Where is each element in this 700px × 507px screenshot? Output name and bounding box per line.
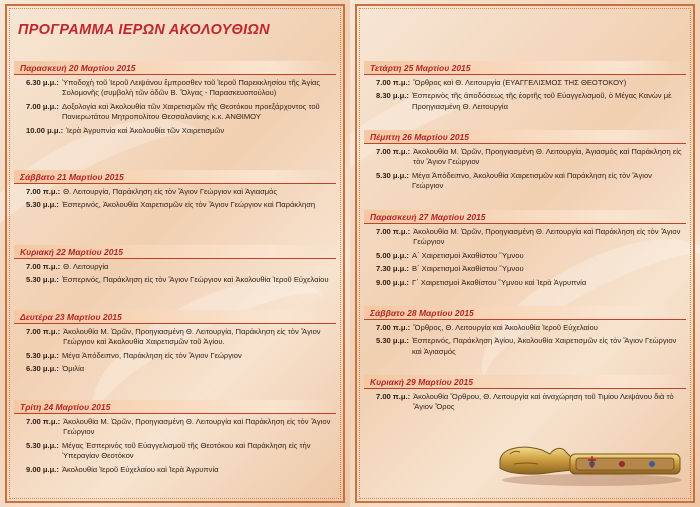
- service-description: Ἀκολουθία Ἱεροῦ Εὐχελαίου καὶ Ἱερὰ Ἀγρυπνία: [61, 464, 219, 474]
- service-entry: [350, 392, 700, 413]
- service-description: Ἑσπερινός, Παράκληση Ἁγίου, Ἀκολουθία Χαιρετισμῶν εἰς τὸν Ἅγιον Γεώργιον καὶ Ἁγιασμός: [411, 336, 677, 356]
- service-entry: [0, 200, 350, 210]
- day-section: [0, 310, 350, 375]
- service-time: 7.00 π.μ.:: [376, 323, 411, 332]
- service-description: Ἱερὰ Ἀγρυπνία καὶ Ἀκολουθία τῶν Χαιρετισμῶν: [66, 125, 225, 135]
- service-description: Θ. Λειτουργία: [63, 262, 109, 271]
- right-page: [350, 0, 700, 507]
- service-description: Ἀκολουθία Μ. Ὡρῶν, Προηγιασμένη Θ. Λειτουργία καὶ Παράκληση εἰς τὸν Ἅγιον Γεώργιον: [413, 227, 681, 247]
- day-section: [350, 130, 700, 192]
- relic-reliquary-image: [492, 430, 686, 488]
- service-entry: [0, 275, 350, 285]
- day-header: Δευτέρα 23 Μαρτίου 2015: [14, 310, 336, 324]
- service-time: 8.30 μ.μ.:: [376, 91, 409, 101]
- service-time: 7.00 π.μ.:: [376, 147, 411, 156]
- service-entry: [350, 171, 700, 192]
- service-description: Ὑποδοχὴ τοῦ Ἱεροῦ Λειψάνου ἔμπροσθεν τοῦ Ἱεροῦ Παρεκκλησίου τῆς Ἁγίας Σολομονῆς (συμβολὴ τῶν ὁδῶν Β. Ὄλγας - Παρασκευοπούλου): [61, 78, 321, 98]
- service-entry: [0, 441, 350, 462]
- service-time: 9.00 μ.μ.:: [376, 277, 409, 287]
- service-description: Ὄρθρος, Θ. Λειτουργία καὶ Ἀκολουθία Ἱεροῦ Εὐχελαίου: [413, 323, 598, 332]
- service-entry: [350, 78, 700, 88]
- service-description: Μέγας Ἑσπερινὸς τοῦ Εὐαγγελισμοῦ τῆς Θεοτόκου καὶ Παράκληση εἰς τὴν Ὑπεραγίαν Θεοτόκον: [61, 440, 311, 461]
- service-entry: [0, 102, 350, 123]
- day-section: [0, 170, 350, 211]
- day-header: Παρασκευή 20 Μαρτίου 2015: [14, 61, 336, 75]
- service-time: 7.00 π.μ.:: [376, 78, 411, 87]
- service-description: Ὁμιλία: [61, 364, 85, 374]
- service-description: Ὄρθρος καὶ Θ. Λειτουργία (ΕΥΑΓΓΕΛΙΣΜΟΣ ΤΗΣ ΘΕΟΤΟΚΟΥ): [413, 78, 627, 87]
- service-time: 5.30 μ.μ.:: [26, 275, 59, 285]
- service-description: Θ. Λειτουργία, Παράκληση εἰς τὸν Ἅγιον Γεώργιον καὶ Ἁγιασμός: [63, 187, 278, 196]
- day-section: [350, 306, 700, 357]
- service-entry: [350, 336, 700, 357]
- service-time: 6.30 μ.μ.:: [26, 78, 59, 87]
- service-entry: [350, 227, 700, 248]
- service-time: 5.30 μ.μ.:: [26, 350, 59, 360]
- service-description: Μέγα Ἀπόδειπνο, Ἀκολουθία Χαιρετισμῶν καὶ Παράκληση εἰς τὸν Ἅγιον Γεώργιον: [411, 170, 652, 191]
- service-entry: [0, 78, 350, 99]
- service-description: Ἑσπερινός, Ἀκολουθία Χαιρετισμῶν εἰς τὸν Ἅγιον Γεώργιον καὶ Παράκληση: [61, 200, 316, 210]
- service-time: 10.00 μ.μ.:: [26, 125, 64, 135]
- service-time: 9.00 μ.μ.:: [26, 464, 59, 474]
- service-time: 7.00 π.μ.:: [376, 392, 411, 401]
- day-header: Σάββατο 28 Μαρτίου 2015: [364, 306, 686, 320]
- service-time: 5.30 μ.μ.:: [376, 170, 409, 180]
- service-time: 7.00 π.μ.:: [26, 417, 61, 426]
- service-entry: [0, 126, 350, 136]
- service-entry: [350, 251, 700, 261]
- day-section: [350, 210, 700, 288]
- page-title: ΠΡΟΓΡΑΜΜΑ ΙΕΡΩΝ ΑΚΟΛΟΥΘΙΩΝ: [18, 22, 270, 38]
- day-header: Σάββατο 21 Μαρτίου 2015: [14, 170, 336, 184]
- service-entry: [0, 351, 350, 361]
- day-section: [350, 375, 700, 413]
- day-section: [0, 400, 350, 475]
- service-entry: [0, 327, 350, 348]
- service-description: Β΄ Χαιρετισμοὶ Ἀκαθίστου Ὕμνου: [411, 264, 524, 274]
- service-description: Δοξολογία καὶ Ἀκολουθία τῶν Χαιρετισμῶν τῆς Θεοτόκου προεξάρχοντος τοῦ Πανιερωτάτου Μητροπολίτου Θεσσαλονίκης κ.κ. ΑΝΘΙΜΟΥ: [61, 101, 320, 122]
- day-header: Κυριακή 22 Μαρτίου 2015: [14, 245, 336, 259]
- service-description: Μέγα Ἀπόδειπνο, Παράκληση εἰς τὸν Ἅγιον Γεώργιον: [61, 350, 242, 360]
- day-header: Τετάρτη 25 Μαρτίου 2015: [364, 61, 686, 75]
- service-description: Ἑσπερινός, Παράκληση εἰς τὸν Ἅγιον Γεώργιον καὶ Ἀκολουθία Ἱεροῦ Εὐχελαίου: [61, 275, 329, 285]
- service-description: Ἀκολουθία Μ. Ὡρῶν, Προηγιασμένη Θ. Λειτουργία, Ἁγιασμὸς καὶ Παράκληση εἰς τὸν Ἅγιον Γεώργιον: [413, 147, 682, 167]
- service-entry: [350, 278, 700, 288]
- day-section: [350, 61, 700, 112]
- day-header: Παρασκευή 27 Μαρτίου 2015: [364, 210, 686, 224]
- day-header: Κυριακή 29 Μαρτίου 2015: [364, 375, 686, 389]
- service-entry: [0, 364, 350, 374]
- service-entry: [0, 465, 350, 475]
- service-time: 5.30 μ.μ.:: [26, 440, 59, 450]
- day-section: [0, 61, 350, 136]
- day-header: Πέμπτη 26 Μαρτίου 2015: [364, 130, 686, 144]
- service-description: Α΄ Χαιρετισμοὶ Ἀκαθίστου Ὕμνου: [411, 250, 524, 260]
- service-entry: [350, 91, 700, 112]
- service-time: 5.30 μ.μ.:: [376, 336, 409, 346]
- service-description: Ἀκολουθία Μ. Ὡρῶν, Προηγιασμένη Θ. Λειτουργία, Παράκληση εἰς τὸν Ἅγιον Γεώργιον καὶ Ἀκολουθία Χαιρετισμῶν τοῦ Ἁγίου.: [63, 327, 321, 347]
- service-time: 7.00 π.μ.:: [376, 227, 411, 236]
- service-description: Γ΄ Χαιρετισμοὶ Ἀκαθίστου Ὕμνου καὶ Ἱερὰ Ἀγρυπνία: [411, 277, 587, 287]
- service-time: 5.00 μ.μ.:: [376, 250, 409, 260]
- service-time: 7.00 μ.μ.:: [26, 101, 59, 111]
- service-entry: [350, 323, 700, 333]
- service-description: Ἀκολουθία Μ. Ὡρῶν, Προηγιασμένη Θ. Λειτουργία καὶ Παράκληση εἰς τὸν Ἅγιον Γεώργιον: [63, 417, 331, 437]
- day-section: [0, 245, 350, 286]
- service-time: 7.00 π.μ.:: [26, 327, 61, 336]
- service-time: 7.30 μ.μ.:: [376, 264, 409, 274]
- service-time: 7.00 π.μ.:: [26, 187, 61, 196]
- service-time: 7.00 π.μ.:: [26, 262, 61, 271]
- service-entry: [350, 147, 700, 168]
- service-description: Ἑσπερινὸς τῆς ἀποδόσεως τῆς ἑορτῆς τοῦ Εὐαγγελισμοῦ, ὁ Μέγας Κανὼν μὲ Προηγιασμένη Θ. Λειτουργία: [411, 91, 672, 111]
- service-entry: [350, 264, 700, 274]
- service-description: Ἀκολουθία Ὄρθρου, Θ. Λειτουργία καὶ ἀναχώρηση τοῦ Τιμίου Λειψάνου διὰ τὸ Ἅγιον Ὄρος: [413, 392, 674, 412]
- service-entry: [0, 417, 350, 438]
- service-entry: [0, 262, 350, 272]
- service-time: 5.30 μ.μ.:: [26, 200, 59, 210]
- service-entry: [0, 187, 350, 197]
- day-header: Τρίτη 24 Μαρτίου 2015: [14, 400, 336, 414]
- service-time: 6.30 μ.μ.:: [26, 364, 59, 374]
